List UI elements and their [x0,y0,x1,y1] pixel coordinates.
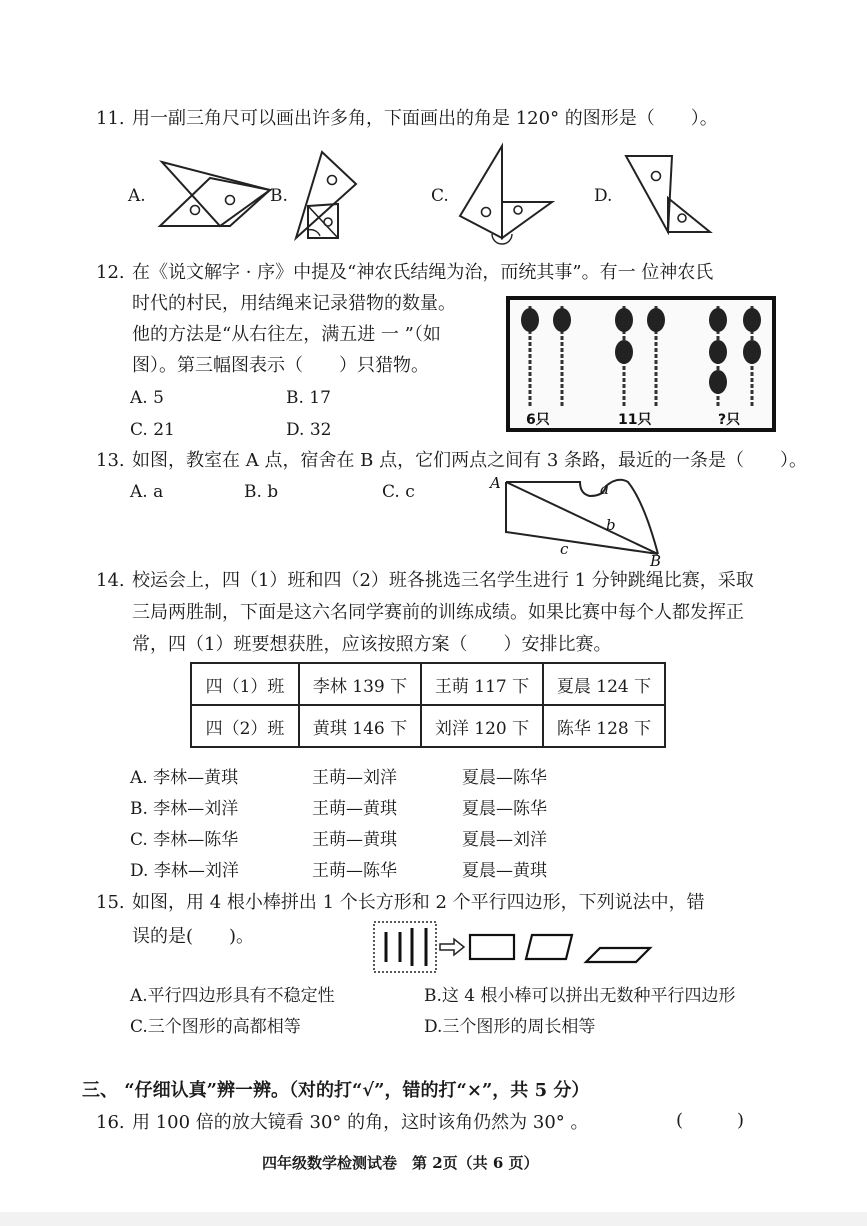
q13-label-b-point: B [650,552,662,570]
table-cell: 四（1）班 [191,663,299,705]
q11-figure-d [622,152,714,236]
q15-line1: 如图，用 4 根小棒拼出 1 个长方形和 2 个平行四边形，下列说法中，错 [132,892,705,913]
q14-option-d-2: 王萌—陈华 [312,861,397,881]
q12-option-b[interactable]: B. 17 [286,388,331,408]
q14-line3: 常，四（1）班要想获胜，应该按照方案（ ）安排比赛。 [132,634,612,655]
q11-option-a[interactable]: A. [128,186,146,206]
q15-option-d[interactable]: D.三个图形的周长相等 [424,1017,596,1037]
q14-option-c-1[interactable]: C. 李林—陈华 [130,830,239,850]
q13-path-figure [488,474,688,570]
table-cell: 夏晨 124 下 [543,663,665,705]
q13-text: 如图，教室在 A 点，宿舍在 B 点，它们两点之间有 3 条路，最近的一条是（ ）。 [132,450,808,471]
q16-number: 16. [96,1112,125,1133]
q12-label-11: 11只 [618,412,652,428]
q14-option-a-1[interactable]: A. 李林—黄琪 [130,768,239,788]
q12-label-unknown: ?只 [718,412,741,428]
q11-number: 11. [96,108,125,129]
q13-label-path-b: b [606,516,616,534]
q11-option-d[interactable]: D. [594,186,613,206]
q13-label-path-c: c [560,540,569,558]
scan-edge [0,1212,867,1226]
q14-option-c-3: 夏晨—刘洋 [462,830,547,850]
q13-option-c[interactable]: C. c [382,482,415,502]
q11-option-c[interactable]: C. [431,186,449,206]
table-cell: 刘洋 120 下 [421,705,543,747]
q12-knot-figure [506,296,776,432]
table-cell: 陈华 128 下 [543,705,665,747]
table-cell: 李林 139 下 [299,663,421,705]
q12-line4: 图）。第三幅图表示（ ）只猎物。 [132,355,429,376]
table-row [191,663,665,705]
section-3-title: 三、 “仔细认真”辨一辨。（对的打“√”，错的打“×”，共 5 分） [82,1080,590,1101]
q14-option-c-2: 王萌—黄琪 [312,830,397,850]
q15-number: 15. [96,892,125,913]
q15-line2: 误的是( )。 [132,926,255,947]
q14-option-a-2: 王萌—刘洋 [312,768,397,788]
table-cell: 王萌 117 下 [421,663,543,705]
q11-text: 用一副三角尺可以画出许多角，下面画出的角是 120° 的图形是（ ）。 [132,108,718,129]
q12-number: 12. [96,262,125,283]
q13-number: 13. [96,450,125,471]
table-cell: 四（2）班 [191,705,299,747]
table-cell: 黄琪 146 下 [299,705,421,747]
q14-option-b-2: 王萌—黄琪 [312,799,397,819]
q14-option-d-3: 夏晨—黄琪 [462,861,547,881]
q14-number: 14. [96,570,125,591]
q12-option-c[interactable]: C. 21 [130,420,175,440]
q12-line1: 在《说文解字 · 序》中提及“神农氏结绳为治，而统其事”。有一 位神农氏 [132,262,714,283]
q13-option-b[interactable]: B. b [244,482,279,502]
q11-figure-c [456,142,556,242]
q14-line2: 三局两胜制，下面是这六名同学赛前的训练成绩。如果比赛中每个人都发挥正 [132,602,744,623]
q14-option-b-1[interactable]: B. 李林—刘洋 [130,799,239,819]
q12-option-a[interactable]: A. 5 [130,388,164,408]
q14-option-a-3: 夏晨—陈华 [462,768,547,788]
q15-option-c[interactable]: C.三个图形的高都相等 [130,1017,301,1037]
q13-label-path-a: a [600,480,609,498]
page-footer: 四年级数学检测试卷 第 2页（共 6 页） [262,1154,539,1172]
q16-answer-blank[interactable]: ( ) [676,1110,745,1131]
q11-figure-a [150,150,280,230]
q13-option-a[interactable]: A. a [130,482,164,502]
q16-text: 用 100 倍的放大镜看 30° 的角，这时该角仍然为 30° 。 [132,1112,589,1133]
q13-label-a-point: A [490,474,501,492]
table-row [191,705,665,747]
q15-sticks-figure [372,918,682,978]
q12-label-6: 6只 [526,412,550,428]
q14-line1: 校运会上，四（1）班和四（2）班各挑选三名学生进行 1 分钟跳绳比赛，采取 [132,570,754,591]
q12-line2: 时代的村民，用结绳来记录猎物的数量。 [132,293,456,314]
q12-option-d[interactable]: D. 32 [286,420,332,440]
q11-figure-b [292,148,362,240]
q12-line3: 他的方法是“从右往左，满五进 一 ”（如 [132,324,441,345]
q14-option-d-1[interactable]: D. 李林—刘洋 [130,861,239,881]
q11-option-b[interactable]: B. [270,186,288,206]
q14-option-b-3: 夏晨—陈华 [462,799,547,819]
q14-score-table [190,662,666,748]
q15-option-a[interactable]: A.平行四边形具有不稳定性 [130,986,335,1006]
q15-option-b[interactable]: B.这 4 根小棒可以拼出无数种平行四边形 [424,986,736,1006]
